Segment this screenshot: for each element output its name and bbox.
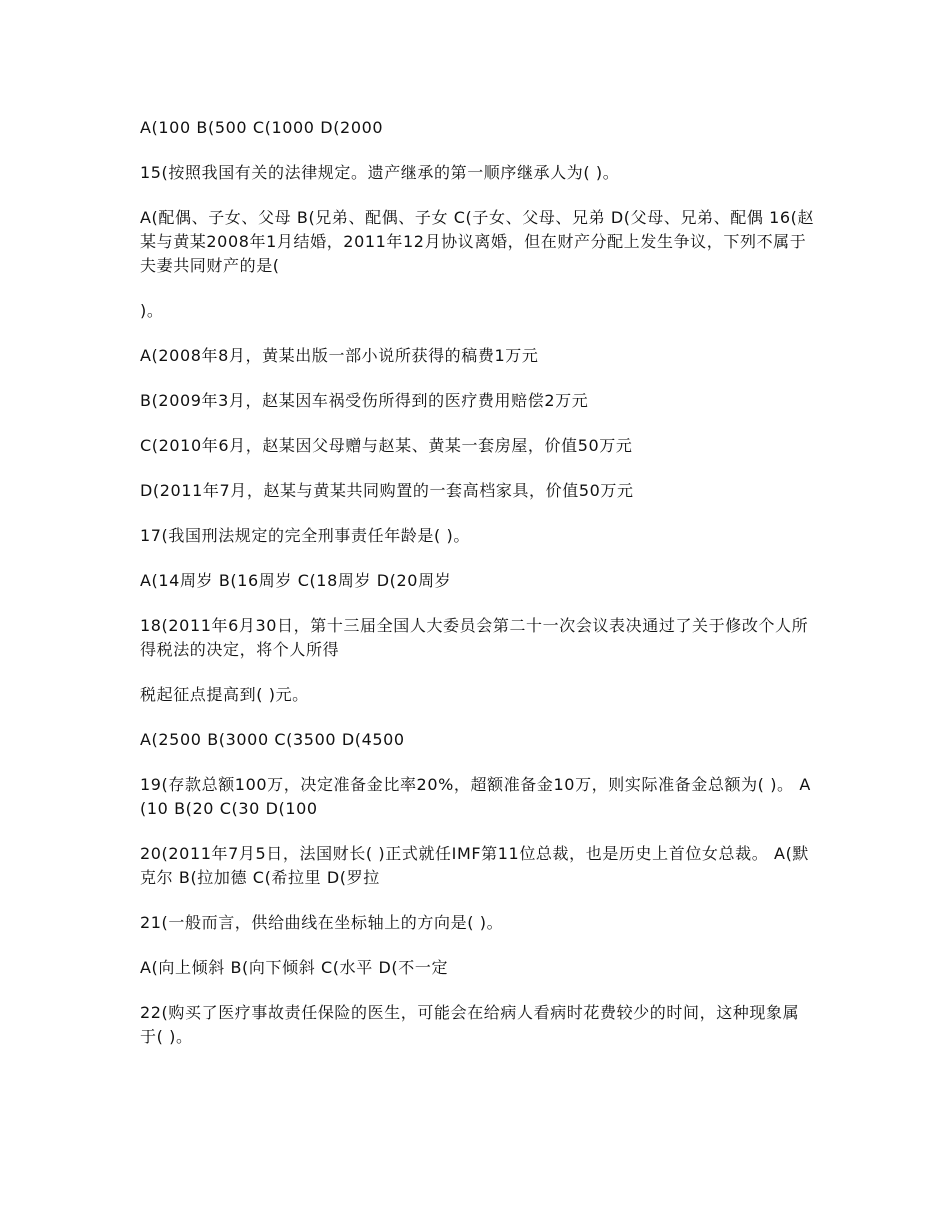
answer-option-16-d: D(2011年7月，赵某与黄某共同购置的一套高档家具，价值50万元: [140, 481, 634, 500]
answer-options-14: A(100 B(500 C(1000 D(2000: [140, 118, 384, 137]
question-15: 15(按照我国有关的法律规定。遗产继承的第一顺序继承人为( )。: [140, 163, 620, 182]
answer-options-17: A(14周岁 B(16周岁 C(18周岁 D(20周岁: [140, 571, 452, 590]
answer-option-16-a: A(2008年8月，黄某出版一部小说所获得的稿费1万元: [140, 346, 539, 365]
question-21: 21(一般而言，供给曲线在坐标轴上的方向是( )。: [140, 913, 504, 932]
answer-options-18: A(2500 B(3000 C(3500 D(4500: [140, 730, 405, 749]
answer-option-16-c: C(2010年6月，赵某因父母赠与赵某、黄某一套房屋，价值50万元: [140, 436, 633, 455]
question-22: 22(购买了医疗事故责任保险的医生，可能会在给病人看病时花费较少的时间，这种现象属于( )。: [140, 1003, 800, 1046]
document-body: [140, 116, 815, 1070]
answer-option-16-b: B(2009年3月，赵某因车祸受伤所得到的医疗费用赔偿2万元: [140, 391, 589, 410]
answer-options-15-and-question-16: A(配偶、子女、父母 B(兄弟、配偶、子女 C(子女、父母、兄弟 D(父母、兄弟、配偶 16(赵某与黄某2008年1月结婚，2011年12月协议离婚，但在财产分配上发生争议，下列不属于夫妻共同财产的是(: [140, 208, 815, 275]
answer-options-21: A(向上倾斜 B(向下倾斜 C(水平 D(不一定: [140, 958, 449, 977]
question-17: 17(我国刑法规定的完全刑事责任年龄是( )。: [140, 526, 470, 545]
question-18: 18(2011年6月30日，第十三届全国人大委员会第二十一次会议表决通过了关于修改个人所得税法的决定，将个人所得: [140, 616, 809, 659]
question-16-closing: )。: [140, 301, 164, 320]
question-20: 20(2011年7月5日，法国财长( )正式就任IMF第11位总裁，也是历史上首位女总裁。 A(默克尔 B(拉加德 C(希拉里 D(罗拉: [140, 844, 810, 887]
question-19: 19(存款总额100万，决定准备金比率20%，超额准备金10万，则实际准备金总额为( )。 A(10 B(20 C(30 D(100: [140, 775, 811, 818]
question-18-continued: 税起征点提高到( )元。: [140, 685, 309, 704]
